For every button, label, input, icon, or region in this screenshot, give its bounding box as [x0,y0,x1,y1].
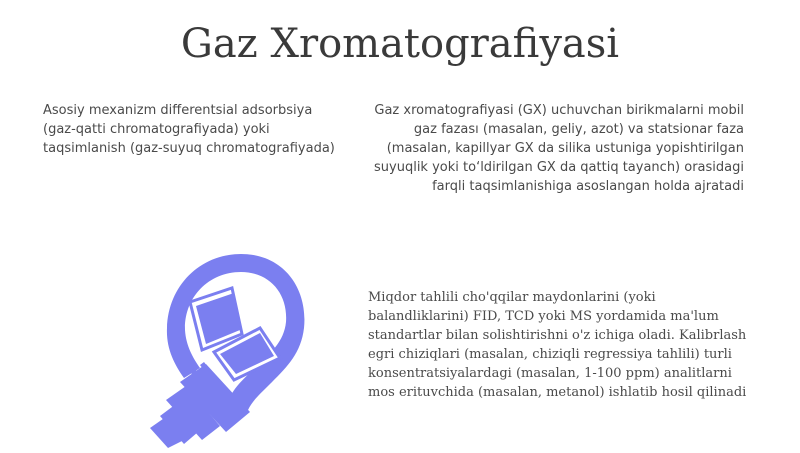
definition-text: Gaz xromatografiyasi (GX) uchuvchan birikmalarni mobil gaz fazası (masalan, geliy, azot) va statsionar faza (masalan, kapillyar GX da silika ustuniga yopishtirilgan suyuqlik yoki to‘ldirilgan GX da qattiq tayanch) orasidagi farqli taqsimlanishiga asoslangan holda ajratadi [374,103,744,194]
quantitative-analysis-text: Miqdor tahlili cho'qqilar maydonlarini (yoki balandliklarini) FID, TCD yoki MS yordamida ma'lum standartlar bilan solishtirishni o'z ichiga oladi. Kalibrlash egri chiziqlari (masalan, chiziqli regressiya tahlili) turli konsentratsiyalardagi (masalan, 1-100 ppm) analitlarni mos erituvchida (masalan, metanol) ishlatib hosil qilinadi [368,290,747,400]
mechanism-text: Asosiy mexanizm differentsial adsorbsiya (gaz-qatti chromatografiyada) yoki taqsimlanish (gaz-suyuq chromatografiyada) [43,103,335,156]
lightbulb-book-icon [120,250,330,449]
slide-title: Gaz Xromatografiyasi [180,21,620,67]
